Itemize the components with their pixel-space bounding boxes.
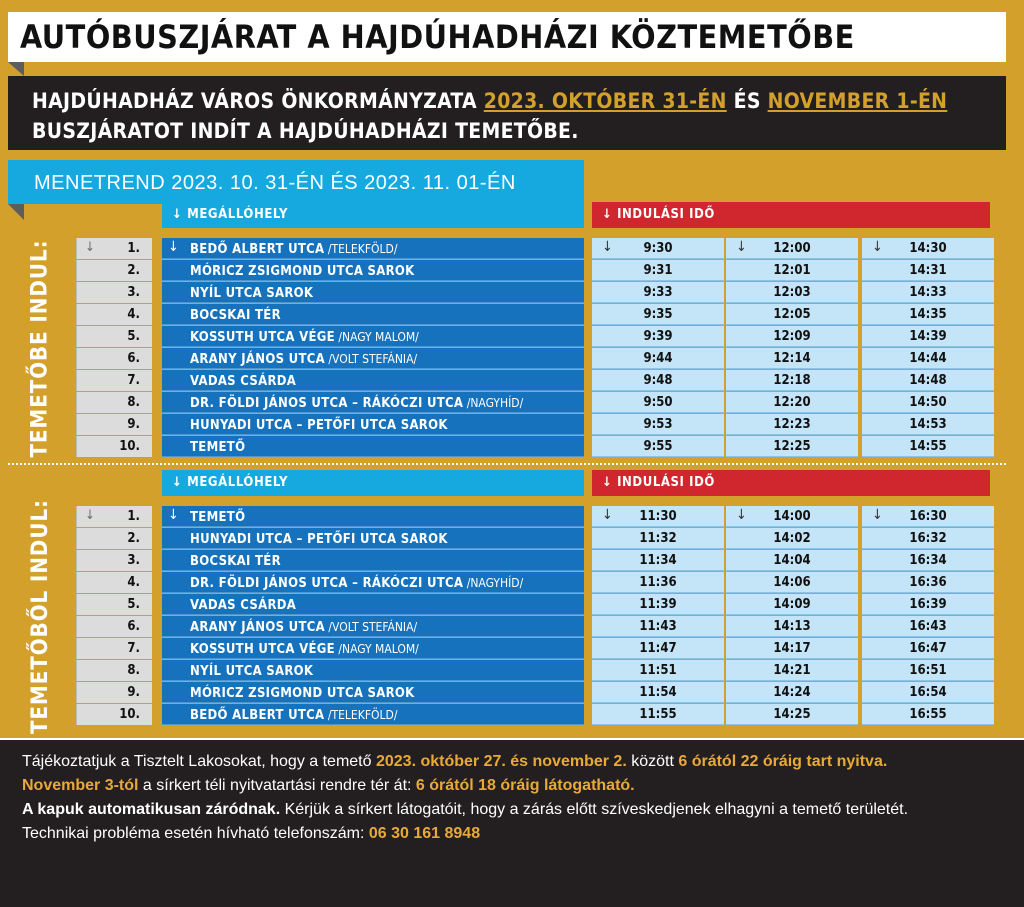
departure-time-cell: 14:04 [726,550,858,571]
departure-time-cell: 16:39 [862,594,994,615]
stop-name-cell: DR. FÖLDI JÁNOS UTCA – RÁKÓCZI UTCA /NAGYHÍD/ [162,572,584,593]
departure-time-cell: 11:51 [592,660,724,681]
row-number: 5. [76,594,152,615]
departure-time-cell: 14:24 [726,682,858,703]
departure-time-cell: 12:03 [726,282,858,303]
down-arrow-icon: ↓ [602,207,618,222]
row-number: 10. [76,436,152,457]
row-number: 5. [76,326,152,347]
stop-name-cell: TEMETŐ [162,436,584,457]
section-divider [8,463,1006,465]
down-arrow-icon: ↓ [85,240,95,255]
page-title [8,12,1006,62]
departure-time-cell: 12:25 [726,436,858,457]
stop-name-cell: ↓ TEMETŐ [162,506,584,527]
stop-name-cell: DR. FÖLDI JÁNOS UTCA – RÁKÓCZI UTCA /NAGYHÍD/ [162,392,584,413]
stop-name-cell: HUNYADI UTCA – PETŐFI UTCA SAROK [162,414,584,435]
departure-time-cell: 9:44 [592,348,724,369]
departure-time-cell: 12:23 [726,414,858,435]
departure-time-cell: 14:33 [862,282,994,303]
departure-time-cell: 14:50 [862,392,994,413]
notice-date-2: NOVEMBER 1-ÉN [767,89,948,113]
departure-time-cell: 11:32 [592,528,724,549]
departure-time-cell: 14:13 [726,616,858,637]
departure-time-cell: 14:53 [862,414,994,435]
departure-time-cell: ↓ 12:00 [726,238,858,259]
stop-header: ↓ MEGÁLLÓHELY [162,202,584,228]
departure-time-cell: 9:33 [592,282,724,303]
down-arrow-icon: ↓ [872,507,883,523]
departure-time-cell: 11:36 [592,572,724,593]
down-arrow-icon: ↓ [172,475,188,490]
row-number: 10. [76,704,152,725]
down-arrow-icon: ↓ [602,475,618,490]
down-arrow-icon: ↓ [736,507,747,523]
info-line-1: Tájékoztatjuk a Tisztelt Lakosokat, hogy a temető 2023. október 27. és november 2. között 6 órától 22 óráig tart nyitva. [22,753,888,770]
departure-time-cell: 12:14 [726,348,858,369]
departure-time-cell: 9:31 [592,260,724,281]
row-number: 6. [76,616,152,637]
fold-decoration [8,204,24,220]
departure-time-cell: 14:21 [726,660,858,681]
row-number: 8. [76,660,152,681]
down-arrow-icon: ↓ [168,507,179,523]
departure-time-cell: 14:48 [862,370,994,391]
down-arrow-icon: ↓ [872,239,883,255]
time-header: ↓ INDULÁSI IDŐ [592,470,990,496]
notice-box [8,76,1006,150]
section-label-to-cemetery: TEMETŐBE INDUL: [27,238,53,458]
stop-name-cell: VADAS CSÁRDA [162,370,584,391]
departure-time-cell: 14:06 [726,572,858,593]
row-number: 6. [76,348,152,369]
departure-time-cell: 9:35 [592,304,724,325]
departure-time-cell: 9:53 [592,414,724,435]
departure-time-cell: 12:01 [726,260,858,281]
departure-time-cell: 11:55 [592,704,724,725]
stop-name-cell: VADAS CSÁRDA [162,594,584,615]
notice-date-1: 2023. OKTÓBER 31-ÉN [483,89,727,113]
stop-name-cell: KOSSUTH UTCA VÉGE /NAGY MALOM/ [162,326,584,347]
departure-time-cell: 14:39 [862,326,994,347]
departure-time-cell: ↓ 16:30 [862,506,994,527]
stop-name-cell: ↓ BEDŐ ALBERT UTCA /TELEKFÖLD/ [162,238,584,259]
schedule-banner-text: MENETREND 2023. 10. 31-ÉN ÉS 2023. 11. 01-ÉN [34,172,516,194]
departure-time-cell: 14:09 [726,594,858,615]
departure-time-cell: 16:47 [862,638,994,659]
row-number: 8. [76,392,152,413]
row-number: 4. [76,304,152,325]
departure-time-cell: 12:05 [726,304,858,325]
departure-time-cell: ↓ 9:30 [592,238,724,259]
down-arrow-icon: ↓ [168,239,179,255]
departure-time-cell: ↓ 14:00 [726,506,858,527]
stop-name-cell: NYÍL UTCA SAROK [162,660,584,681]
row-number: 7. [76,370,152,391]
row-number: 3. [76,282,152,303]
info-line-4: Technikai probléma esetén hívható telefonszám: 06 30 161 8948 [22,825,481,842]
down-arrow-icon: ↓ [602,239,613,255]
departure-time-cell: 14:44 [862,348,994,369]
departure-time-cell: 16:36 [862,572,994,593]
departure-time-cell: 9:39 [592,326,724,347]
time-header: ↓ INDULÁSI IDŐ [592,202,990,228]
section-label-from-cemetery: TEMETŐBŐL INDUL: [27,498,53,734]
stop-name-cell: MÓRICZ ZSIGMOND UTCA SAROK [162,682,584,703]
stop-name-cell: BOCSKAI TÉR [162,550,584,571]
departure-time-cell: 11:39 [592,594,724,615]
departure-time-cell: 14:25 [726,704,858,725]
departure-time-cell: 9:50 [592,392,724,413]
departure-time-cell: 12:09 [726,326,858,347]
stop-name-cell: KOSSUTH UTCA VÉGE /NAGY MALOM/ [162,638,584,659]
departure-time-cell: 16:54 [862,682,994,703]
departure-time-cell: 16:32 [862,528,994,549]
down-arrow-icon: ↓ [172,207,188,222]
departure-time-cell: 9:48 [592,370,724,391]
departure-time-cell: 12:20 [726,392,858,413]
down-arrow-icon: ↓ [85,508,95,523]
stop-name-cell: ARANY JÁNOS UTCA /VOLT STEFÁNIA/ [162,616,584,637]
stop-header: ↓ MEGÁLLÓHELY [162,470,584,496]
phone-number: 06 30 161 8948 [368,825,481,842]
row-number: 9. [76,682,152,703]
info-line-3: A kapuk automatikusan záródnak. Kérjük a sírkert látogatóit, hogy a zárás előtt szíveskedjenek elhagyni a temető területét. [22,801,909,818]
departure-time-cell: 14:17 [726,638,858,659]
fold-decoration [8,62,24,76]
stop-name-cell: NYÍL UTCA SAROK [162,282,584,303]
departure-time-cell: 16:55 [862,704,994,725]
departure-time-cell: 11:54 [592,682,724,703]
stop-name-cell: MÓRICZ ZSIGMOND UTCA SAROK [162,260,584,281]
info-box [0,740,1024,907]
stop-name-cell: ARANY JÁNOS UTCA /VOLT STEFÁNIA/ [162,348,584,369]
row-number: 9. [76,414,152,435]
down-arrow-icon: ↓ [736,239,747,255]
departure-time-cell: 11:34 [592,550,724,571]
notice-text: HAJDÚHADHÁZ VÁROS ÖNKORMÁNYZATA 2023. OKTÓBER 31-ÉN ÉS NOVEMBER 1-ÉN BUSZJÁRATOT INDÍT A HAJDÚHADHÁZI TEMETŐBE. [32,89,948,143]
departure-time-cell: 14:55 [862,436,994,457]
departure-time-cell: 12:18 [726,370,858,391]
departure-time-cell: 14:31 [862,260,994,281]
row-number: 2. [76,260,152,281]
stop-name-cell: BEDŐ ALBERT UTCA /TELEKFÖLD/ [162,704,584,725]
departure-time-cell: ↓ 14:30 [862,238,994,259]
schedule-banner [8,160,584,204]
down-arrow-icon: ↓ [602,507,613,523]
info-line-2: November 3-tól a sírkert téli nyitvatartási rendre tér át: 6 órától 18 óráig látogatható. [22,777,635,794]
row-number: 7. [76,638,152,659]
departure-time-cell: ↓ 11:30 [592,506,724,527]
departure-time-cell: 11:43 [592,616,724,637]
departure-time-cell: 11:47 [592,638,724,659]
row-number: 2. [76,528,152,549]
departure-time-cell: 16:43 [862,616,994,637]
departure-time-cell: 14:02 [726,528,858,549]
title-text: AUTÓBUSZJÁRAT A HAJDÚHADHÁZI KÖZTEMETŐBE [20,18,855,56]
departure-time-cell: 16:34 [862,550,994,571]
row-number: 3. [76,550,152,571]
departure-time-cell: 16:51 [862,660,994,681]
stop-name-cell: BOCSKAI TÉR [162,304,584,325]
row-number: ↓ 1. [76,238,152,259]
row-number: 4. [76,572,152,593]
stop-name-cell: HUNYADI UTCA – PETŐFI UTCA SAROK [162,528,584,549]
row-number: ↓ 1. [76,506,152,527]
departure-time-cell: 9:55 [592,436,724,457]
departure-time-cell: 14:35 [862,304,994,325]
